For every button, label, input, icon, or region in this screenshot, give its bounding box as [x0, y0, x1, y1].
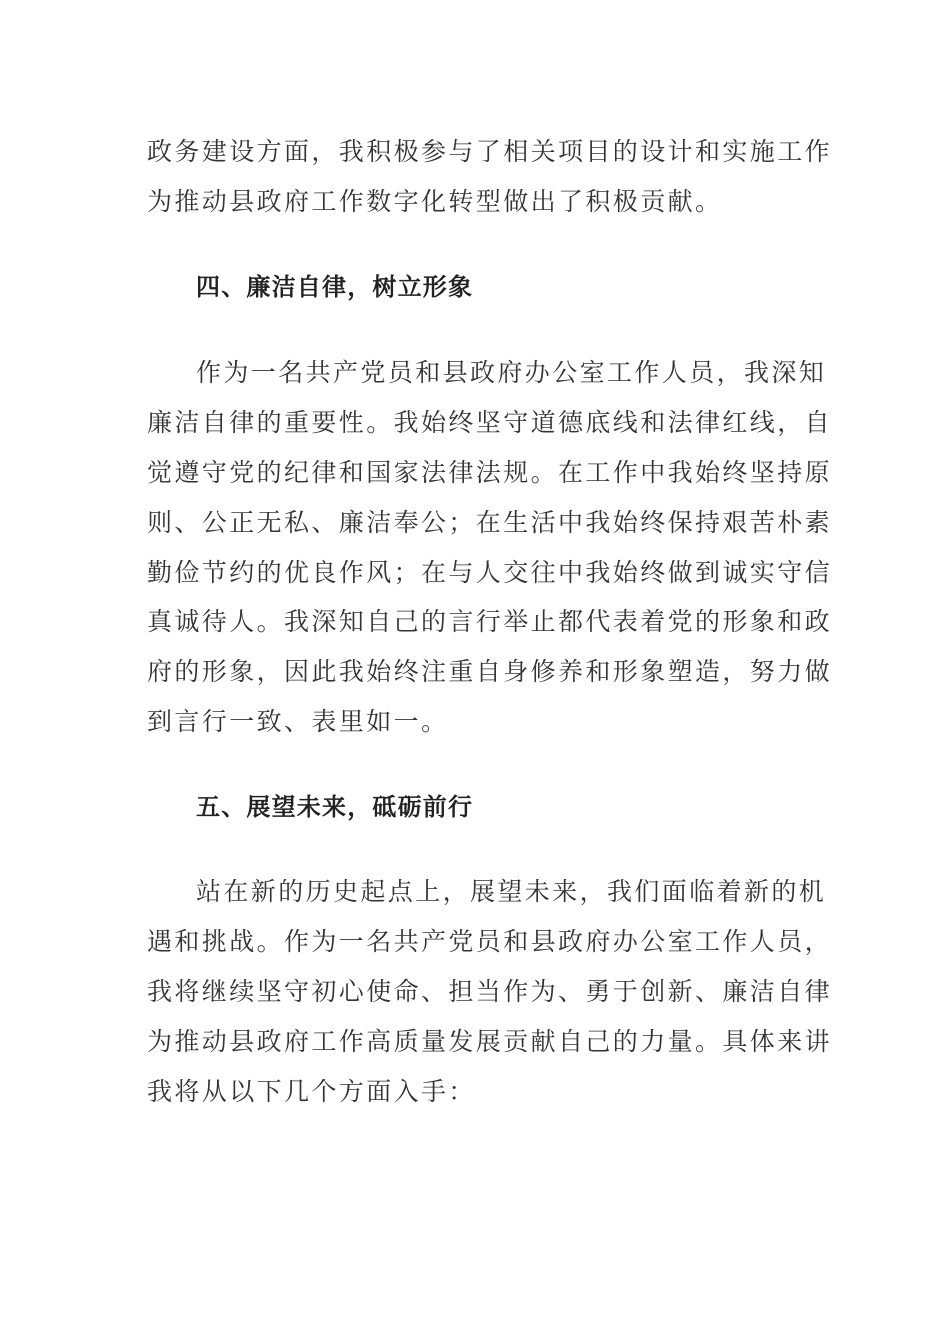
section-4-line-1: 作为一名共产党员和县政府办公室工作人员，我深知	[196, 358, 827, 387]
section-4-line-3: 觉遵守党的纪律和国家法律法规。在工作中我始终坚持原	[147, 458, 833, 487]
section-4-line-6: 真诚待人。我深知自己的言行举止都代表着党的形象和政	[147, 607, 833, 636]
section-5-line-5: 我将从以下几个方面入手：	[147, 1077, 476, 1106]
section-5-heading: 五、展望未来，砥砺前行	[196, 793, 474, 821]
section-4-line-8: 到言行一致、表里如一。	[147, 707, 449, 736]
intro-line-1: 政务建设方面，我积极参与了相关项目的设计和实施工作	[147, 137, 833, 166]
section-5-line-3: 我将继续坚守初心使命、担当作为、勇于创新、廉洁自律	[147, 977, 833, 1006]
section-4-line-2: 廉洁自律的重要性。我始终坚守道德底线和法律红线，自	[147, 408, 833, 437]
section-4-line-7: 府的形象，因此我始终注重自身修养和形象塑造，努力做	[147, 657, 833, 686]
section-4-line-5: 勤俭节约的优良作风；在与人交往中我始终做到诚实守信	[147, 558, 833, 587]
intro-line-2: 为推动县政府工作数字化转型做出了积极贡献。	[147, 187, 723, 216]
section-5-line-1: 站在新的历史起点上，展望未来，我们面临着新的机	[196, 877, 827, 906]
section-5-line-2: 遇和挑战。作为一名共产党员和县政府办公室工作人员，	[147, 927, 833, 956]
section-5-line-4: 为推动县政府工作高质量发展贡献自己的力量。具体来讲	[147, 1027, 833, 1056]
section-4-line-4: 则、公正无私、廉洁奉公；在生活中我始终保持艰苦朴素	[147, 508, 833, 537]
section-4-heading: 四、廉洁自律，树立形象	[196, 273, 474, 301]
